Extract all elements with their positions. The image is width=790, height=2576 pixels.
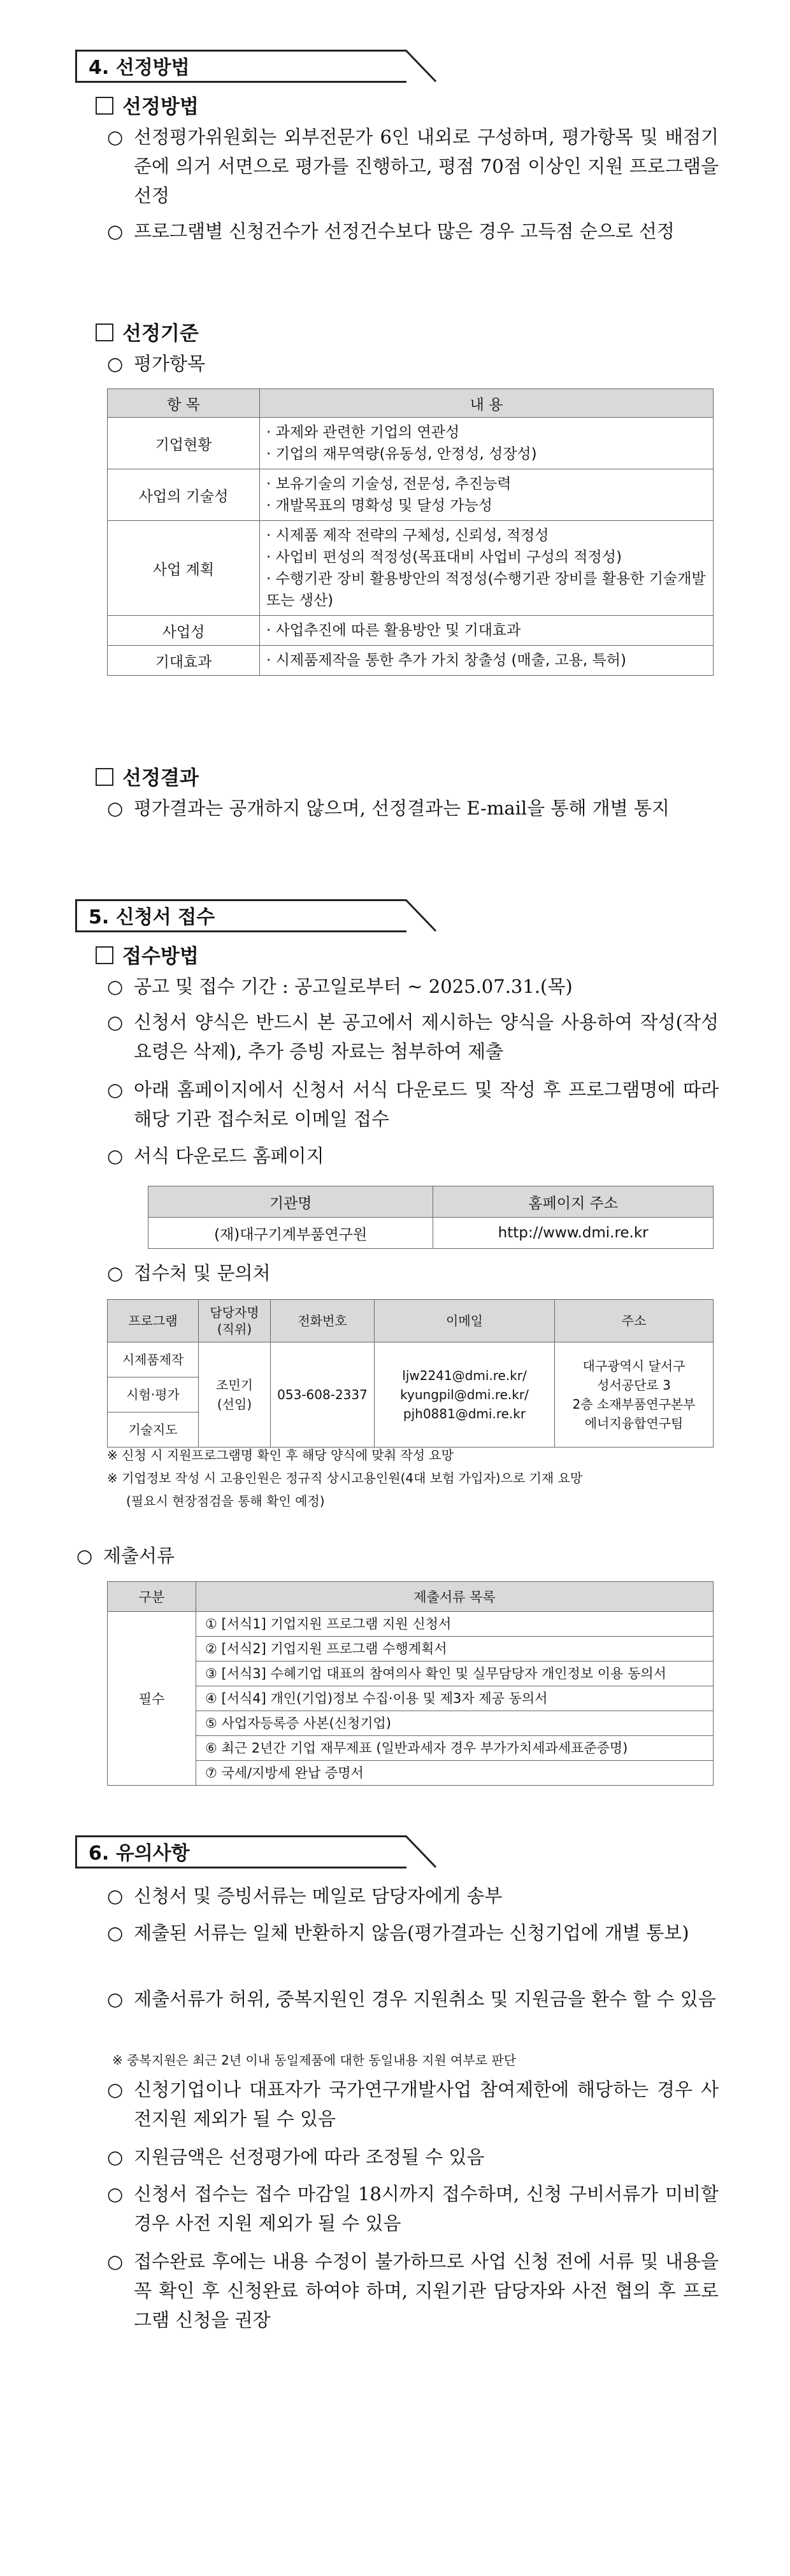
section-header-6: 6. 유의사항 bbox=[75, 1835, 406, 1868]
criteria-table: 항 목 내 용 기업현황 · 과제와 관련한 기업의 연관성 · 기업의 재무역량(유동성, 안정성, 성장성) 사업의 기술성 · 보유기술의 기술성, 전문성, 추진능력 · 개발목표의 명확성 및 달성 가능성 사업 계획 · 시제품 제작 전략의 구체성, 신뢰성, 적정성 · 사업비 편성의 적정성(목표대비 사업비 구성의 적정성) · 수행기관 장비 활용방안의 적정성(수행기관 장비를 활용한 기술개발 또는 생산) 사업성 · 사업추진에 따른 활용방안 및 기대효과 기대효과 · 시제품제작을 통한 추가 가치 창출성 (매출, 고용, 특허) bbox=[107, 388, 714, 676]
note: ※ 기업정보 작성 시 고용인원은 정규직 상시고용인원(4대 보험 가입자)으로 기재 요망 bbox=[107, 1470, 583, 1486]
table-row: 시험·평가 bbox=[108, 1377, 714, 1413]
bullet-item: ○ 제출서류가 허위, 중복지원인 경우 지원취소 및 지원금을 환수 할 수 있음 bbox=[107, 1988, 716, 2010]
table-row: 사업 계획 · 시제품 제작 전략의 구체성, 신뢰성, 적정성 · 사업비 편성의 적정성(목표대비 사업비 구성의 적정성) · 수행기관 장비 활용방안의 적정성(수행기관 장비를 활용한 기술개발 또는 생산) bbox=[108, 521, 714, 616]
table-row: 사업의 기술성 · 보유기술의 기술성, 전문성, 추진능력 · 개발목표의 명확성 및 달성 가능성 bbox=[108, 469, 714, 521]
bullet-item: ○ 신청기업이나 대표자가 국가연구개발사업 참여제한에 해당하는 경우 사전지원 제외가 될 수 있음 bbox=[107, 2079, 719, 2130]
table-row: 필수 ① [서식1] 기업지원 프로그램 지원 신청서 bbox=[108, 1612, 714, 1637]
table-row: 사업성 · 사업추진에 따른 활용방안 및 기대효과 bbox=[108, 616, 714, 646]
table-row: ④ [서식4] 개인(기업)정보 수집·이용 및 제3자 제공 동의서 bbox=[108, 1686, 714, 1711]
table-row: 기업현황 · 과제와 관련한 기업의 연관성 · 기업의 재무역량(유동성, 안정성, 성장성) bbox=[108, 418, 714, 469]
bullet-item: ○ 프로그램별 신청건수가 선정건수보다 많은 경우 고득점 순으로 선정 bbox=[107, 220, 675, 242]
table-row: 기술지도 bbox=[108, 1413, 714, 1448]
note: (필요시 현장점검을 통해 확인 예정) bbox=[126, 1493, 325, 1509]
bullet-item: ○ 접수처 및 문의처 bbox=[107, 1262, 271, 1284]
bullet-item: ○ 신청서 양식은 반드시 본 공고에서 제시하는 양식을 사용하여 작성(작성 요령은 삭제), 추가 증빙 자료는 첨부하여 제출 bbox=[107, 1011, 719, 1062]
bullet-item: ○ 제출서류 bbox=[76, 1545, 175, 1567]
table-row: 시제품제작 조민기 (선임) 053-608-2337 ljw2241@dmi.re.kr/ kyungpil@dmi.re.kr/ pjh0881@dmi.re.kr 대구광역시 달서구 성서공단로 3 2층 소재부품연구본부 에너지융합연구팀 bbox=[108, 1342, 714, 1377]
bullet-item: ○ 제출된 서류는 일체 반환하지 않음(평가결과는 신청기업에 개별 통보) bbox=[107, 1922, 689, 1944]
bullet-item: ○ 접수완료 후에는 내용 수정이 불가하므로 사업 신청 전에 서류 및 내용을 꼭 확인 후 신청완료 하여야 하며, 지원기관 담당자와 사전 협의 후 프로그램 신청을 권장 bbox=[107, 2251, 719, 2331]
section-header-4: 4. 선정방법 bbox=[75, 50, 406, 83]
subheading-selection-result: 선정결과 bbox=[96, 762, 199, 790]
homepage-link[interactable]: http://www.dmi.re.kr bbox=[433, 1218, 714, 1249]
contact-table: 프로그램 담당자명 (직위) 전화번호 이메일 주소 시제품제작 조민기 (선임) 053-608-2337 ljw2241@dmi.re.kr/ kyungpil@dmi.re.kr/ pjh0881@dmi.re.kr 대구광역시 달서구 성서공단로 3 2층 소재부품연구본부 에너지융합연구팀 시험·평가 기술지도 bbox=[107, 1299, 714, 1448]
bullet-item: ○ 공고 및 접수 기간 : 공고일로부터 ~ 2025.07.31.(목) bbox=[107, 976, 573, 997]
note: ※ 신청 시 지원프로그램명 확인 후 해당 양식에 맞춰 작성 요망 bbox=[107, 1448, 454, 1463]
bullet-item: ○ 선정평가위원회는 외부전문가 6인 내외로 구성하며, 평가항목 및 배점기준에 의거 서면으로 평가를 진행하고, 평점 70점 이상인 지원 프로그램을 선정 bbox=[107, 126, 719, 206]
subheading-application-method: 접수방법 bbox=[96, 940, 199, 969]
bullet-item: ○ 평가항목 bbox=[107, 353, 206, 374]
table-row: 기대효과 · 시제품제작을 통한 추가 가치 창출성 (매출, 고용, 특허) bbox=[108, 646, 714, 676]
table-row: (재)대구기계부품연구원 http://www.dmi.re.kr bbox=[148, 1218, 714, 1249]
bullet-item: ○ 신청서 접수는 접수 마감일 18시까지 접수하며, 신청 구비서류가 미비할 경우 사전 지원 제외가 될 수 있음 bbox=[107, 2183, 719, 2234]
table-row: ② [서식2] 기업지원 프로그램 수행계획서 bbox=[108, 1637, 714, 1662]
subheading-selection-criteria: 선정기준 bbox=[96, 317, 199, 346]
table-row: ③ [서식3] 수혜기업 대표의 참여의사 확인 및 실무담당자 개인정보 이용 동의서 bbox=[108, 1662, 714, 1686]
section-header-5: 5. 신청서 접수 bbox=[75, 899, 406, 932]
bullet-item: ○ 평가결과는 공개하지 않으며, 선정결과는 E-mail을 통해 개별 통지 bbox=[107, 797, 670, 819]
bullet-item: ○ 서식 다운로드 홈페이지 bbox=[107, 1145, 324, 1167]
homepage-table: 기관명 홈페이지 주소 (재)대구기계부품연구원 http://www.dmi.re.kr bbox=[148, 1186, 714, 1249]
contact-emails[interactable]: ljw2241@dmi.re.kr/ kyungpil@dmi.re.kr/ pjh0881@dmi.re.kr bbox=[375, 1342, 555, 1448]
note: ※ 중복지원은 최근 2년 이내 동일제품에 대한 동일내용 지원 여부로 판단 bbox=[112, 2053, 517, 2068]
bullet-item: ○ 아래 홈페이지에서 신청서 서식 다운로드 및 작성 후 프로그램명에 따라 해당 기관 접수처로 이메일 접수 bbox=[107, 1079, 719, 1130]
bullet-item: ○ 지원금액은 선정평가에 따라 조정될 수 있음 bbox=[107, 2146, 485, 2168]
documents-table: 구분 제출서류 목록 필수 ① [서식1] 기업지원 프로그램 지원 신청서 ② [서식2] 기업지원 프로그램 수행계획서 ③ [서식3] 수혜기업 대표의 참여의사 확인 및 실무담당자 개인정보 이용 동의서 ④ [서식4] 개인(기업)정보 수집·이용 및 제3자 제공 동의서 ⑤ 사업자등록증 사본(신청기업) ⑥ 최근 2년간 기업 재무제표 (일반과세자 경우 부가가치세과세표준증명) ⑦ 국세/지방세 완납 증명서 bbox=[107, 1581, 714, 1786]
bullet-item: ○ 신청서 및 증빙서류는 메일로 담당자에게 송부 bbox=[107, 1885, 503, 1907]
subheading-selection-method: 선정방법 bbox=[96, 90, 199, 119]
table-row: ⑥ 최근 2년간 기업 재무제표 (일반과세자 경우 부가가치세과세표준증명) bbox=[108, 1736, 714, 1761]
table-row: ⑤ 사업자등록증 사본(신청기업) bbox=[108, 1711, 714, 1736]
table-row: ⑦ 국세/지방세 완납 증명서 bbox=[108, 1761, 714, 1786]
